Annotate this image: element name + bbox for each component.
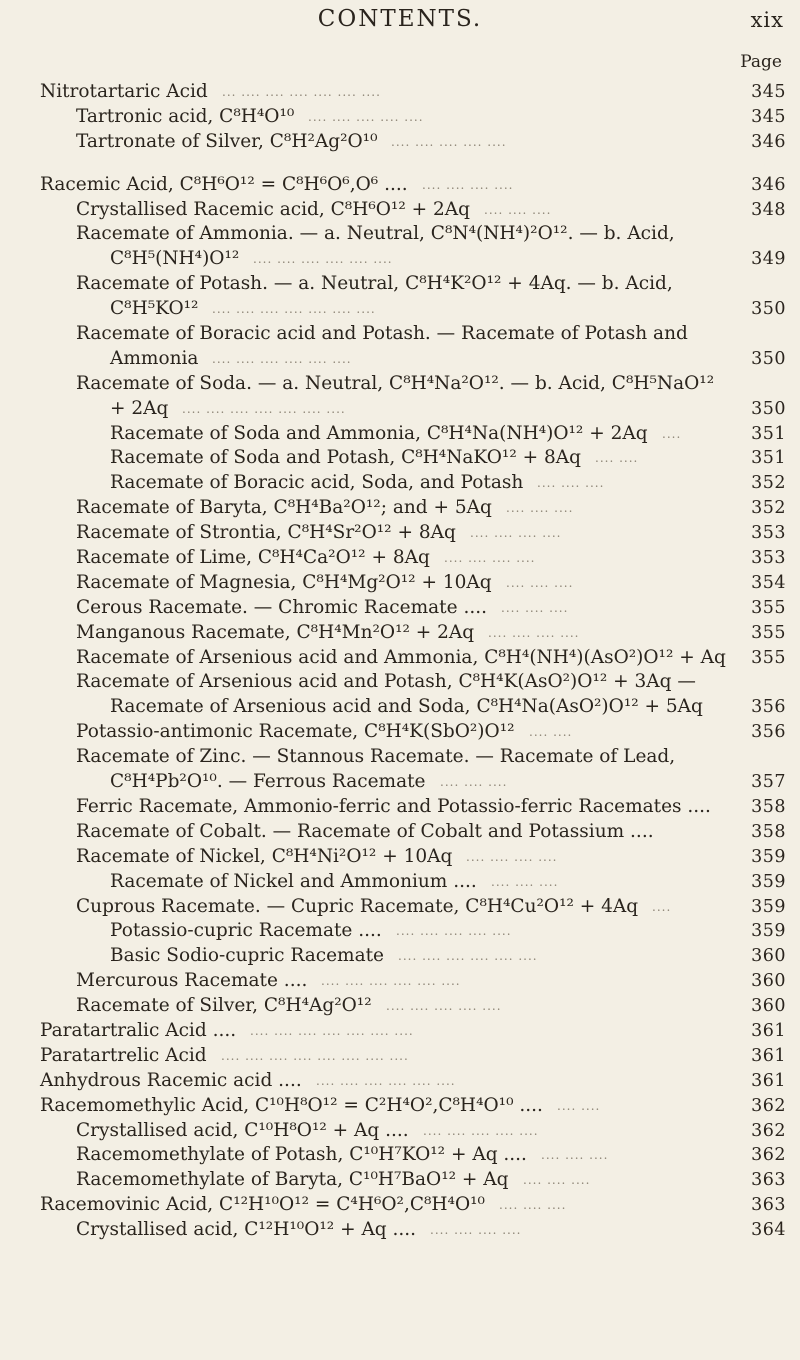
toc-entry-title: Cuprous Racemate. — Cupric Racemate, C⁸H⁴Cu²O¹² + 4Aq	[76, 895, 639, 917]
toc-entry-title: Racemate of Silver, C⁸H⁴Ag²O¹²	[76, 995, 372, 1017]
toc-entry-title: Crystallised acid, C¹²H¹⁰O¹² + Aq ....	[76, 1219, 417, 1241]
toc-entry-page: 350	[751, 348, 786, 369]
toc-entry-page: 350	[751, 299, 786, 320]
toc-entry-title: Crystallised Racemic acid, C⁸H⁶O¹² + 2Aq	[76, 198, 470, 220]
leader-dots: ....	[662, 426, 682, 441]
toc-entry-page: 354	[751, 572, 786, 593]
toc-entry	[0, 1119, 800, 1144]
toc-entry-page: 348	[751, 199, 786, 220]
toc-entry-title: Racemate of Arsenious acid and Ammonia, C⁸H⁴(NH⁴)(AsO²)O¹² + Aq	[76, 646, 726, 668]
toc-entry	[0, 1069, 800, 1094]
toc-entry	[0, 1094, 800, 1119]
toc-entry-page: 351	[751, 423, 786, 444]
toc-entry-page: 361	[751, 1020, 786, 1041]
toc-entry-page: 355	[751, 647, 786, 668]
toc-entry	[0, 1218, 800, 1243]
toc-entry	[0, 1044, 800, 1069]
toc-entry-title: Racemate of Nickel and Ammonium ....	[110, 870, 477, 892]
toc-entry-page: 351	[751, 448, 786, 469]
toc-entry-title: Nitrotartaric Acid	[40, 81, 208, 102]
toc-entry-title: Racemate of Soda. — a. Neutral, C⁸H⁴Na²O¹². — b. Acid, C⁸H⁵NaO¹²	[76, 372, 715, 394]
toc-entry	[0, 173, 800, 198]
toc-entry-page: 345	[751, 82, 786, 102]
leader-dots: .... .... .... .... .... .... ....	[182, 401, 346, 416]
leader-dots: .... .... .... .... .... .... ....	[250, 1023, 414, 1038]
leader-dots: .... .... .... .... .... .... .... ....	[221, 1048, 409, 1063]
toc-entry-title: Tartronic acid, C⁸H⁴O¹⁰	[76, 105, 295, 127]
toc-entry	[0, 496, 800, 521]
toc-entry-title: C⁸H⁴Pb²O¹⁰. — Ferrous Racemate	[110, 771, 426, 793]
toc-entry	[0, 521, 800, 546]
toc-entry-title: Potassio-antimonic Racemate, C⁸H⁴K(SbO²)O¹²	[76, 721, 515, 743]
toc-entry	[0, 969, 800, 994]
leader-dots: .... .... .... ....	[422, 177, 514, 192]
toc-entry	[0, 1143, 800, 1168]
toc-entry-title: Crystallised acid, C¹⁰H⁸O¹² + Aq ....	[76, 1119, 409, 1141]
leader-dots: .... .... .... .... ....	[396, 924, 512, 939]
leader-dots: .... .... ....	[440, 775, 508, 790]
leader-dots: ... .... .... .... .... .... ....	[222, 85, 381, 99]
toc-entry-title: Anhydrous Racemic acid ....	[40, 1069, 302, 1091]
toc-entry	[0, 895, 800, 920]
toc-entry-page: 355	[751, 622, 786, 643]
toc-entry-title: Potassio-cupric Racemate ....	[110, 920, 382, 942]
toc-entry-page: 355	[751, 597, 786, 618]
toc-entry	[0, 596, 800, 621]
toc-entry-title: Racemate of Ammonia. — a. Neutral, C⁸N⁴(NH⁴)²O¹². — b. Acid,	[76, 223, 675, 245]
toc-entry-title: Racemate of Arsenious acid and Soda, C⁸H⁴Na(AsO²)O¹² + 5Aq	[110, 696, 703, 718]
toc-entry	[0, 646, 800, 671]
leader-dots: .... .... .... .... ....	[386, 999, 502, 1014]
toc-entry	[0, 695, 800, 720]
toc-entry	[0, 105, 800, 130]
toc-entry-title: C⁸H⁵(NH⁴)O¹²	[110, 248, 240, 270]
toc-entry-page: 358	[751, 796, 786, 817]
leader-dots: .... .... .... .... .... ....	[321, 974, 461, 989]
toc-entry-title: Racemovinic Acid, C¹²H¹⁰O¹² = C⁴H⁶O²,C⁸H⁴O¹⁰	[40, 1194, 485, 1216]
leader-dots: .... ....	[557, 1098, 601, 1113]
leader-dots: .... .... .... .... .... ....	[316, 1073, 456, 1088]
toc-entry-title: Racemomethylate of Baryta, C¹⁰H⁷BaO¹² + Aq	[76, 1169, 509, 1191]
toc-entry	[0, 198, 800, 223]
leader-dots: .... .... ....	[506, 575, 574, 590]
leader-dots: .... .... ....	[523, 1173, 591, 1188]
toc-entry	[0, 745, 800, 770]
toc-entry-page: 356	[751, 722, 786, 743]
toc-entry-title: Basic Sodio-cupric Racemate	[110, 945, 385, 967]
toc-entry-page: 349	[751, 249, 786, 270]
leader-dots: ....	[652, 899, 672, 914]
toc-entry-title: C⁸H⁵KO¹²	[110, 298, 199, 320]
toc-entry-page: 361	[751, 1045, 786, 1066]
toc-entry-title: Racemate of Magnesia, C⁸H⁴Mg²O¹² + 10Aq	[76, 571, 492, 593]
toc-entry-page: 359	[751, 846, 786, 867]
toc-entry-page: 360	[751, 996, 786, 1017]
leader-dots: .... .... .... .... .... ....	[398, 949, 538, 964]
toc-entry-page: 362	[751, 1120, 786, 1141]
toc-entry-page: 346	[751, 131, 786, 152]
toc-entry	[0, 322, 800, 347]
toc-entry-title: Paratartralic Acid ....	[40, 1019, 237, 1041]
leader-dots: .... .... .... ....	[466, 849, 558, 864]
toc-entry-page: 358	[751, 821, 786, 842]
toc-entry-page: 350	[751, 398, 786, 419]
toc-entry	[0, 994, 800, 1019]
toc-entry-title: + 2Aq	[110, 397, 169, 419]
toc-entry-title: Manganous Racemate, C⁸H⁴Mn²O¹² + 2Aq	[76, 621, 475, 643]
toc-entry-page: 359	[751, 921, 786, 942]
leader-dots: .... .... ....	[537, 476, 605, 491]
leader-dots: .... .... .... .... .... ....	[253, 252, 393, 267]
running-title: CONTENTS.	[317, 6, 483, 32]
toc-entry	[0, 870, 800, 895]
toc-entry	[0, 372, 800, 397]
toc-entry-title: Racemate of Soda and Ammonia, C⁸H⁴Na(NH⁴)O¹² + 2Aq	[110, 422, 648, 444]
leader-dots: .... .... .... ....	[430, 1223, 522, 1238]
leader-dots: .... .... ....	[499, 1198, 567, 1213]
leader-dots: .... .... .... .... .... .... ....	[212, 302, 376, 317]
leader-dots: .... .... ....	[506, 501, 574, 516]
toc-entry	[0, 471, 800, 496]
toc-entry	[0, 247, 800, 272]
leader-dots: .... .... .... .... ....	[391, 134, 507, 149]
toc-entry	[0, 422, 800, 447]
toc-entry-page: 352	[751, 473, 786, 494]
toc-entry-page: 364	[751, 1220, 786, 1241]
toc-entry-page: 346	[751, 174, 786, 195]
toc-entry-page: 345	[751, 106, 786, 127]
toc-entry-title: Racemomethylate of Potash, C¹⁰H⁷KO¹² + Aq ....	[76, 1144, 527, 1166]
toc-entry-page: 352	[751, 498, 786, 519]
toc-entry-title: Racemate of Boracic acid, Soda, and Potash	[110, 472, 524, 494]
toc-entry-title: Racemomethylic Acid, C¹⁰H⁸O¹² = C²H⁴O²,C⁸H⁴O¹⁰ ....	[40, 1094, 543, 1116]
toc-entry	[0, 1019, 800, 1044]
toc-entry-page: 363	[751, 1195, 786, 1216]
toc-entry	[0, 720, 800, 745]
toc-entry-title: Racemic Acid, C⁸H⁶O¹² = C⁸H⁶O⁶,O⁶ ....	[40, 173, 408, 195]
leader-dots: .... ....	[529, 725, 573, 740]
toc-entry	[0, 944, 800, 969]
toc-entry-title: Racemate of Arsenious acid and Potash, C⁸H⁴K(AsO²)O¹² + 3Aq —	[76, 671, 696, 693]
folio-number: xix	[750, 8, 784, 32]
toc-entry-title: Racemate of Potash. — a. Neutral, C⁸H⁴K²O¹² + 4Aq. — b. Acid,	[76, 273, 673, 295]
page-header	[0, 4, 800, 38]
leader-dots: .... .... ....	[541, 1148, 609, 1163]
toc-entry	[0, 1168, 800, 1193]
toc-entry-title: Ammonia	[110, 347, 199, 369]
toc-entry-title: Racemate of Baryta, C⁸H⁴Ba²O¹²; and + 5Aq	[76, 497, 492, 519]
toc-entry-title: Racemate of Lime, C⁸H⁴Ca²O¹² + 8Aq	[76, 547, 430, 569]
toc-entry-title: Cerous Racemate. — Chromic Racemate ....	[76, 596, 487, 618]
toc-entry	[0, 670, 800, 695]
toc-entry	[0, 222, 800, 247]
toc-entry	[0, 1193, 800, 1218]
table-of-contents	[0, 80, 800, 1243]
toc-entry-title: Racemate of Cobalt. — Racemate of Cobalt and Potassium ....	[76, 820, 654, 842]
leader-dots: .... .... .... .... .... ....	[212, 351, 352, 366]
toc-entry-title: Racemate of Boracic acid and Potash. — Racemate of Potash and	[76, 323, 688, 345]
toc-entry-title: Racemate of Nickel, C⁸H⁴Ni²O¹² + 10Aq	[76, 845, 453, 867]
leader-dots: .... .... ....	[491, 874, 559, 889]
toc-entry-page: 360	[751, 971, 786, 992]
leader-dots: .... .... .... .... ....	[308, 109, 424, 124]
toc-entry-title: Racemate of Soda and Potash, C⁸H⁴NaKO¹² + 8Aq	[110, 447, 581, 469]
toc-entry-page: 359	[751, 871, 786, 892]
toc-entry-page: 357	[751, 772, 786, 793]
toc-entry-page: 353	[751, 548, 786, 569]
toc-entry	[0, 571, 800, 596]
toc-entry-page: 362	[751, 1145, 786, 1166]
toc-entry-page: 360	[751, 946, 786, 967]
toc-entry	[0, 80, 800, 105]
toc-entry-title: Racemate of Strontia, C⁸H⁴Sr²O¹² + 8Aq	[76, 522, 456, 544]
leader-dots: .... .... .... .... ....	[423, 1123, 539, 1138]
leader-dots: .... .... .... ....	[470, 526, 562, 541]
toc-entry-title: Paratartrelic Acid	[40, 1044, 207, 1066]
toc-entry	[0, 795, 800, 820]
toc-entry	[0, 919, 800, 944]
leader-dots: .... ....	[595, 451, 639, 466]
leader-dots: .... .... .... ....	[444, 551, 536, 566]
toc-entry	[0, 820, 800, 845]
toc-entry-page: 359	[751, 896, 786, 917]
toc-entry	[0, 621, 800, 646]
toc-entry-page: 361	[751, 1070, 786, 1091]
toc-entry	[0, 770, 800, 795]
toc-entry	[0, 446, 800, 471]
toc-entry-title: Racemate of Zinc. — Stannous Racemate. — Racemate of Lead,	[76, 746, 676, 768]
toc-entry	[0, 347, 800, 372]
toc-entry	[0, 272, 800, 297]
page-column-label: Page	[740, 52, 782, 72]
toc-entry-page: 363	[751, 1170, 786, 1191]
leader-dots: .... .... ....	[501, 600, 569, 615]
toc-entry	[0, 297, 800, 322]
toc-entry-page: 356	[751, 697, 786, 718]
toc-entry	[0, 845, 800, 870]
toc-entry-title: Mercurous Racemate ....	[76, 970, 308, 992]
toc-entry-page: 353	[751, 523, 786, 544]
toc-entry-title: Ferric Racemate, Ammonio-ferric and Potassio-ferric Racemates ....	[76, 795, 711, 817]
leader-dots: .... .... ....	[484, 202, 552, 217]
toc-entry-title: Tartronate of Silver, C⁸H²Ag²O¹⁰	[76, 130, 378, 152]
toc-entry	[0, 546, 800, 571]
leader-dots: .... .... .... ....	[488, 625, 580, 640]
toc-entry-page: 362	[751, 1095, 786, 1116]
toc-entry	[0, 397, 800, 422]
toc-entry	[0, 130, 800, 155]
